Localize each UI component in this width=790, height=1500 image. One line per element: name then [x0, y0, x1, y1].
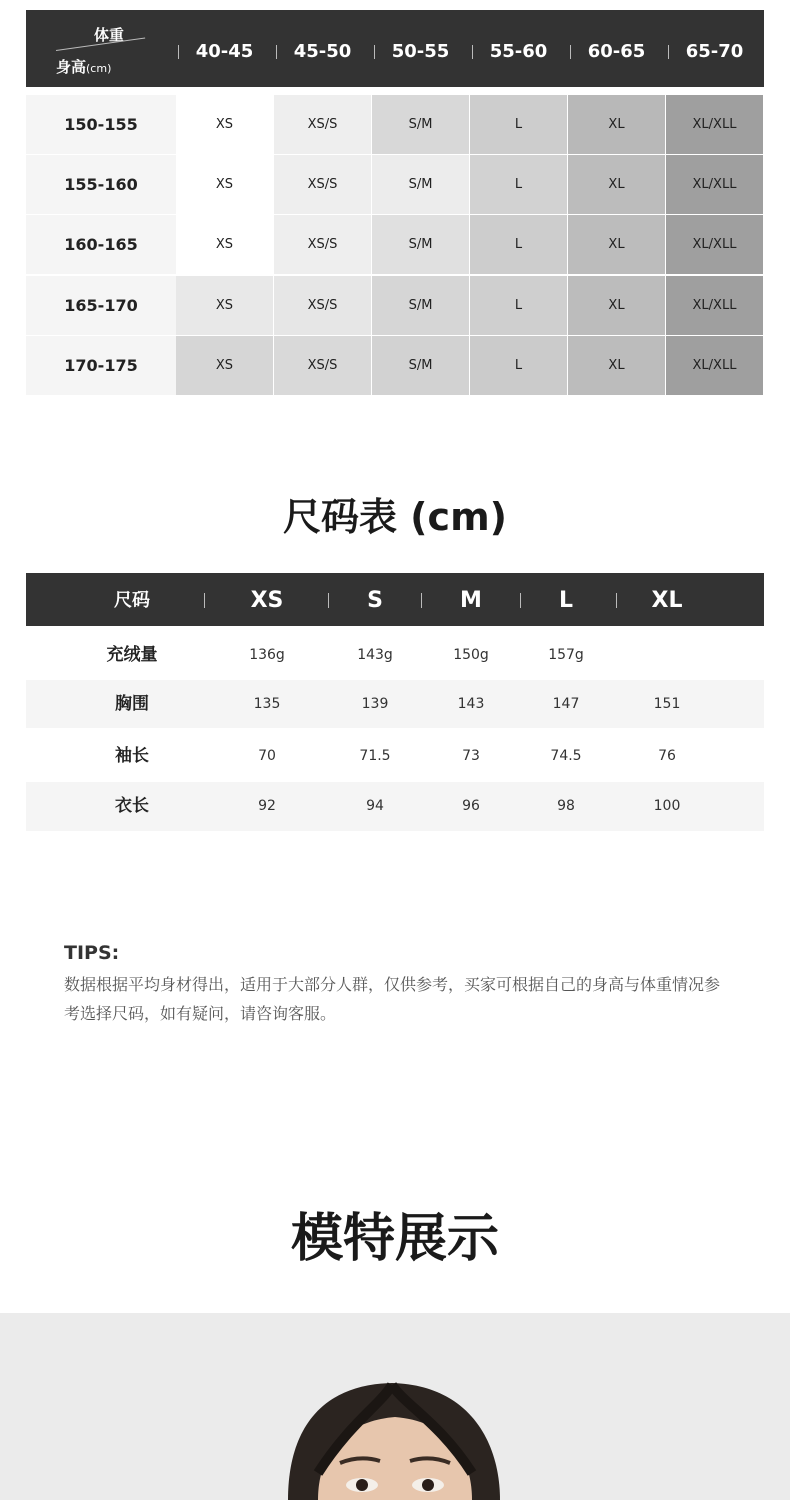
recommended-size-cell: S/M	[372, 155, 469, 214]
height-range-label: 150-155	[64, 115, 138, 134]
recommended-size-cell: XL	[568, 155, 665, 214]
recommended-size-cell: L	[470, 95, 567, 154]
measurement-value: 92	[258, 798, 276, 814]
model-portrait-image	[0, 1313, 790, 1500]
measurement-value: 74.5	[550, 748, 582, 764]
size-header: M	[460, 588, 482, 613]
recommended-size-cell: S/M	[372, 336, 469, 395]
measurement-value: 70	[258, 748, 276, 764]
size-chart-title: 尺码表 (cm)	[282, 495, 508, 539]
measurement-value: 151	[653, 696, 681, 712]
recommended-size-cell: XS/S	[274, 155, 371, 214]
measurement-value: 76	[658, 748, 676, 764]
measurement-value: 143	[457, 696, 485, 712]
recommended-size-cell: XL/XLL	[666, 155, 763, 214]
grid-header-bar	[26, 10, 764, 87]
height-range-label: 170-175	[64, 356, 138, 375]
weight-range-header: 65-70	[685, 41, 744, 62]
measurement-value: 157g	[548, 647, 584, 663]
tips-title: TIPS:	[64, 942, 120, 964]
recommended-size-cell: S/M	[372, 95, 469, 154]
measurement-value: 96	[462, 798, 480, 814]
size-header-separator	[204, 593, 205, 608]
recommended-size-cell: XS	[176, 336, 273, 395]
measurement-value: 135	[253, 696, 281, 712]
recommended-size-cell: XL/XLL	[666, 95, 763, 154]
measurement-label: 充绒量	[106, 645, 158, 665]
recommended-size-cell: L	[470, 336, 567, 395]
recommended-size-cell: XS/S	[274, 215, 371, 274]
size-chart-header	[26, 573, 764, 626]
weight-range-header: 45-50	[293, 41, 352, 62]
measurement-value: 150g	[453, 647, 489, 663]
recommended-size-cell: XS	[176, 155, 273, 214]
size-header-separator	[421, 593, 422, 608]
size-header: XL	[651, 588, 683, 613]
recommended-size-cell: XL/XLL	[666, 276, 763, 335]
size-header: XS	[250, 588, 284, 613]
recommended-size-cell: XS	[176, 276, 273, 335]
height-range-label: 160-165	[64, 235, 138, 254]
recommended-size-cell: L	[470, 155, 567, 214]
model-section-title: 模特展示	[290, 1209, 499, 1269]
height-range-label: 155-160	[64, 175, 138, 194]
weight-range-header: 40-45	[195, 41, 254, 62]
model-photo	[0, 1313, 790, 1500]
recommended-size-cell: XS/S	[274, 276, 371, 335]
measurement-value: 98	[557, 798, 575, 814]
recommended-size-cell: XS/S	[274, 95, 371, 154]
recommended-size-cell: XL/XLL	[666, 336, 763, 395]
recommended-size-cell: XS/S	[274, 336, 371, 395]
size-header-label: 尺码	[114, 590, 150, 611]
size-header: S	[367, 588, 383, 613]
size-chart-row	[26, 782, 764, 831]
measurement-value: 143g	[357, 647, 393, 663]
measurement-value: 147	[552, 696, 580, 712]
tips-text: 数据根据平均身材得出，适用于大部分人群，仅供参考，买家可根据自己的身高与体重情况参考选择尺码，如有疑问，请咨询客服。	[64, 975, 721, 1023]
measurement-value: 139	[361, 696, 389, 712]
measurement-label: 袖长	[115, 746, 149, 766]
measurement-value: 100	[653, 798, 681, 814]
recommended-size-cell: S/M	[372, 276, 469, 335]
size-chart-row	[26, 731, 764, 782]
weight-range-header: 60-65	[587, 41, 646, 62]
measurement-value: 71.5	[359, 748, 391, 764]
size-chart-row	[26, 680, 764, 728]
size-header-separator	[616, 593, 617, 608]
measurement-value: 136g	[249, 647, 285, 663]
corner-height-unit: (cm)	[86, 62, 112, 75]
height-range-label: 165-170	[64, 296, 138, 315]
size-header: L	[558, 588, 574, 613]
recommended-size-cell: XL	[568, 336, 665, 395]
corner-height-label	[56, 56, 111, 77]
recommended-size-cell: XS	[176, 95, 273, 154]
recommended-size-cell: L	[470, 276, 567, 335]
measurement-label: 胸围	[115, 694, 149, 714]
recommended-size-cell: S/M	[372, 215, 469, 274]
measurement-value: 94	[366, 798, 384, 814]
size-recommendation-grid	[26, 10, 764, 395]
recommended-size-cell: XL	[568, 276, 665, 335]
recommended-size-cell: XL/XLL	[666, 215, 763, 274]
size-header-separator	[328, 593, 329, 608]
weight-range-header: 55-60	[489, 41, 548, 62]
corner-weight-label: 体重	[94, 26, 125, 44]
corner-height-text: 身高	[56, 58, 87, 76]
measurement-label: 衣长	[115, 796, 149, 816]
recommended-size-cell: XS	[176, 215, 273, 274]
recommended-size-cell: XL	[568, 95, 665, 154]
size-chart-row	[26, 631, 764, 680]
recommended-size-cell: XL	[568, 215, 665, 274]
measurement-value: 73	[462, 748, 480, 764]
recommended-size-cell: L	[470, 215, 567, 274]
weight-range-header: 50-55	[391, 41, 450, 62]
